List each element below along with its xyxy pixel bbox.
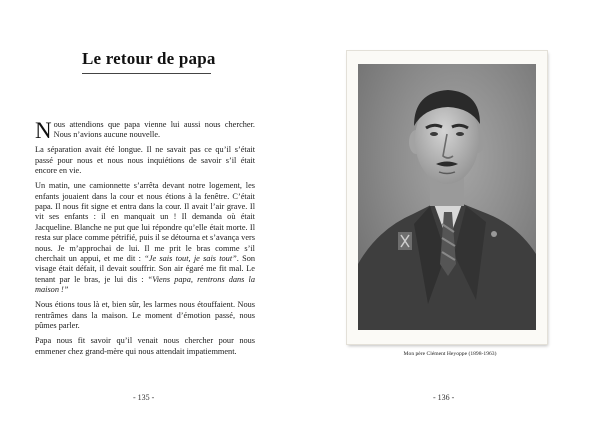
portrait-illustration bbox=[358, 64, 536, 330]
paragraph-3-text: Un matin, une camionnette s’arrêta devant notre logement, les enfants jouaient dans la cour et nous étions à la fenêtre. C’était papa. Il nous fit signe et entra dans la cour. Il avait l’air grave. Il vit ses enfants : il en manquait un ! Il demanda où était Jacqueline. Blanche ne put que lui répondre qu’elle était morte. Il resta sur place comme pétrifié, puis il se détourna et s’avança vers nous. Je m’approchai de lui. Il me prit le bras comme s’il cherchait un appui, et me dit : bbox=[35, 181, 255, 264]
quote-viens-papa: “Viens papa, rentrons dans la maison !” bbox=[35, 274, 255, 295]
paragraph-3-continued: . Son visage était défait, il devait souffrir. Son air égaré me fit mal. Le tenant par le bras, je lui dis : bbox=[35, 254, 256, 284]
paragraph-1 bbox=[35, 120, 255, 141]
paragraph-4: Nous étions tous là et, bien sûr, les larmes nous étouffaient. Nous rentrâmes dans la maison. Le moment d’émotion passé, nous pûmes parler. bbox=[35, 300, 255, 331]
right-page bbox=[300, 0, 600, 424]
body-text bbox=[35, 120, 255, 362]
portrait-photo bbox=[358, 64, 536, 330]
paragraph-2: La séparation avait été longue. Il ne savait pas ce qu’il s’était passé pour nous et nous nous inquiétions de savoir s’il était encore en vie. bbox=[35, 145, 255, 176]
paragraph-3 bbox=[35, 181, 255, 295]
chapter-title: Le retour de papa bbox=[82, 49, 216, 68]
title-underline bbox=[82, 73, 211, 74]
photo-frame bbox=[347, 51, 547, 344]
paragraph-5: Papa nous fit savoir qu’il venait nous chercher pour nous emmener chez grand-mère qui nous attendait impatiemment. bbox=[35, 336, 255, 356]
page-number-left: - 135 - bbox=[133, 393, 155, 402]
drop-cap: N bbox=[35, 118, 52, 143]
page-number-right: - 136 - bbox=[433, 393, 455, 402]
photo-caption: Mon père Clément Heyoppe (1898-1963) bbox=[403, 351, 497, 357]
paragraph-1-text: ous attendions que papa vienne lui aussi nous chercher. Nous n’avions aucune nouvelle. bbox=[53, 120, 255, 140]
quote-je-sais-tout: “Je sais tout, je sais tout” bbox=[144, 254, 237, 264]
